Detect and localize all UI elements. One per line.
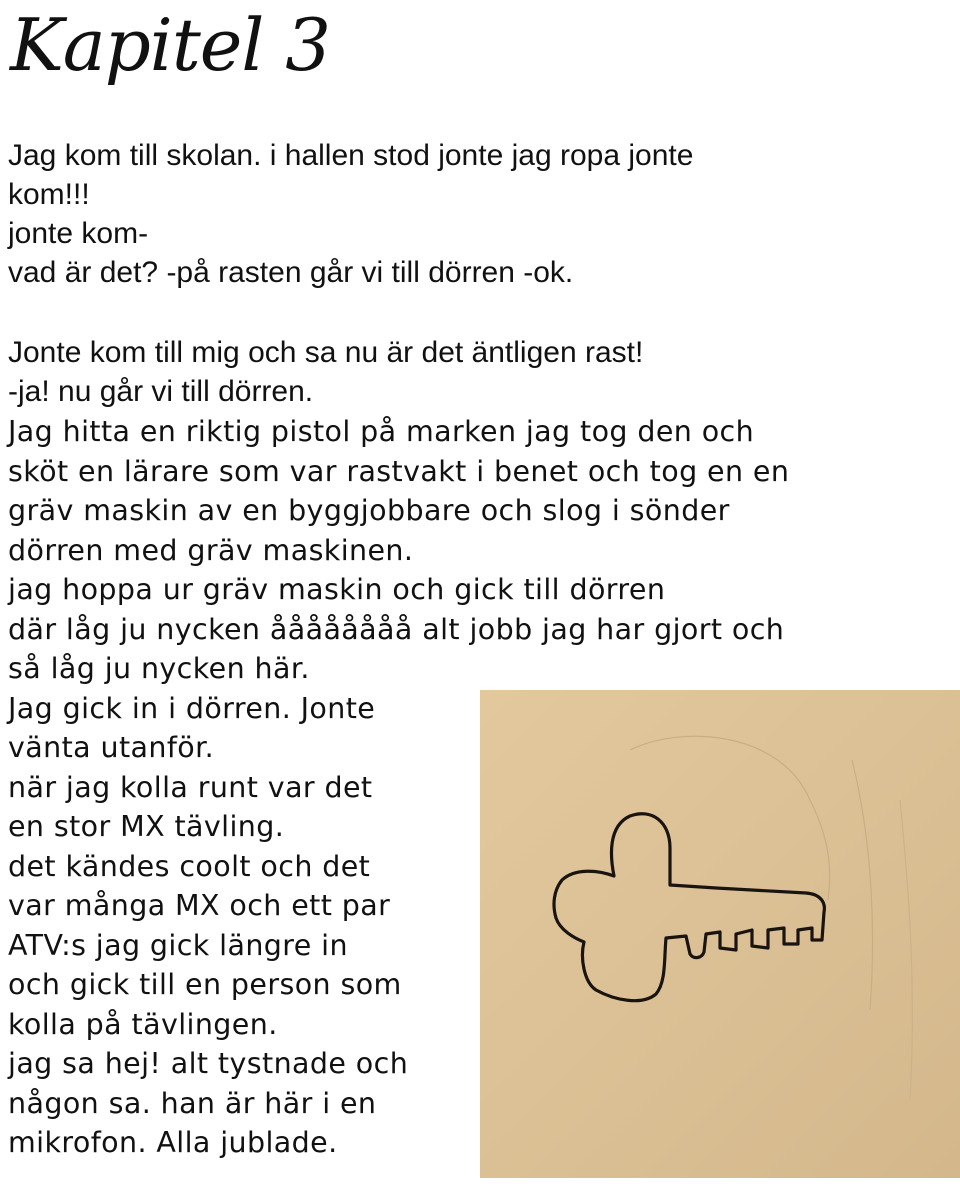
text-line: dörren med gräv maskinen. [8, 533, 414, 567]
text-line: mikrofon. Alla jublade. [8, 1126, 338, 1159]
text-line: var många MX och ett par [8, 889, 391, 922]
text-line: det kändes coolt och det [8, 849, 371, 883]
text-line: sköt en lärare som var rastvakt i benet och tog en en [8, 454, 790, 488]
paragraph-3 [8, 412, 789, 1163]
text-line: vad är det? -på rasten går vi till dörren -ok. [8, 256, 574, 289]
paragraph-2 [8, 334, 643, 411]
text-line: Jag hitta en riktig pistol på marken jag tog den och [8, 415, 755, 448]
text-line: en stor MX tävling. [8, 810, 285, 843]
text-line: jag sa hej! alt tystnade och [8, 1047, 409, 1080]
text-line: gräv maskin av en byggjobbare och slog i sönder [8, 494, 730, 527]
paragraph-1 [8, 136, 693, 292]
text-line: jonte kom- [8, 217, 149, 250]
text-line: jag hoppa ur gräv maskin och gick till dörren [8, 573, 666, 606]
chapter-title: Kapitel 3 [10, 3, 331, 87]
text-line: Jag kom till skolan. i hallen stod jonte jag ropa jonte [8, 139, 694, 172]
text-line: Jonte kom till mig och sa nu är det äntligen rast! [8, 336, 644, 369]
text-line: när jag kolla runt var det [8, 770, 373, 804]
text-line: vänta utanför. [8, 731, 215, 764]
text-line: där låg ju nycken åååååååå alt jobb jag har gjort och [8, 612, 785, 646]
text-line: och gick till en person som [8, 968, 402, 1001]
text-line: kolla på tävlingen. [8, 1007, 278, 1041]
text-line: någon sa. han är här i en [8, 1086, 377, 1120]
text-line: Jag gick in i dörren. Jonte [8, 691, 376, 725]
text-line: -ja! nu går vi till dörren. [8, 374, 314, 408]
text-line: ATV:s jag gick längre in [8, 928, 348, 962]
text-line: så låg ju nycken här. [8, 652, 310, 685]
text-line: kom!!! [8, 178, 90, 211]
